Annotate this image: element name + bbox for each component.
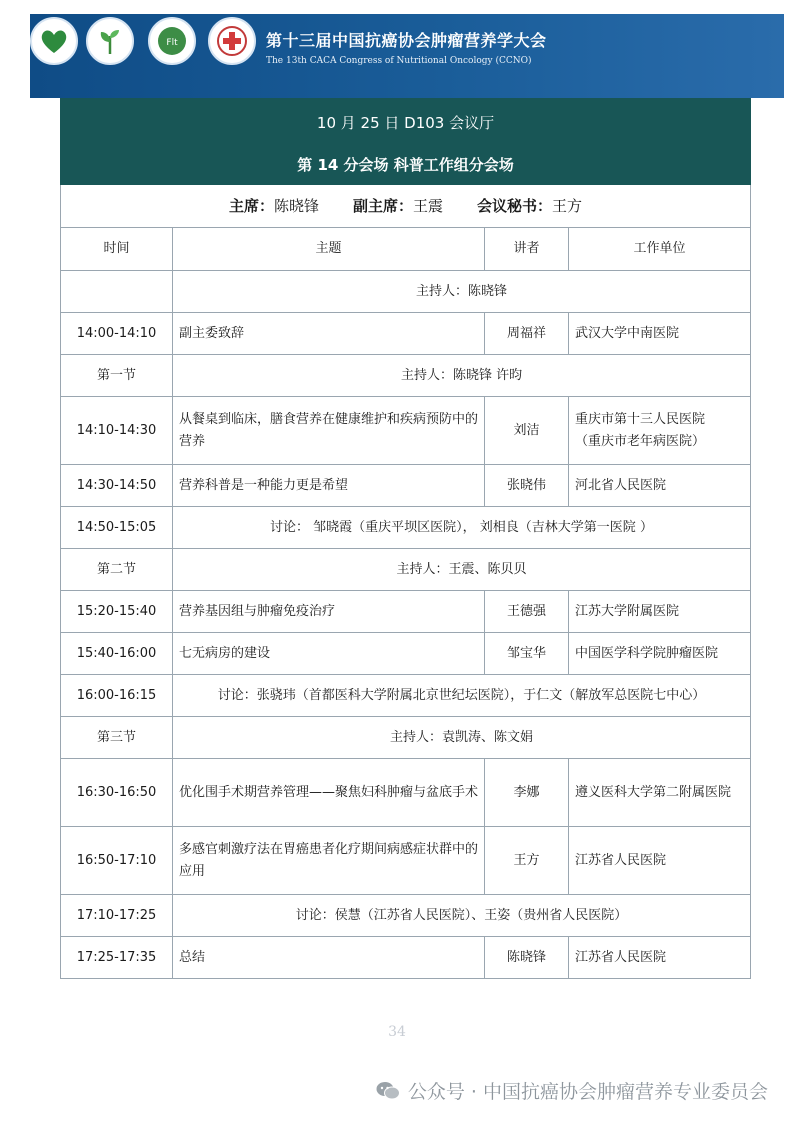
chairs-row <box>61 185 751 228</box>
heart-logo-icon <box>30 17 78 65</box>
speaker-cell: 陈晓锋 <box>485 937 569 979</box>
org-name-secondary: （重庆市老年病医院） <box>575 433 706 449</box>
speaker-cell: 周福祥 <box>485 313 569 355</box>
org-cell <box>569 591 751 633</box>
conference-subtitle: The 13th CACA Congress of Nutritional Oncology (CCNO) <box>266 56 532 66</box>
moderator-row <box>61 549 751 591</box>
time-cell: 16:30-16:50 <box>61 759 173 827</box>
discussion-text: 讨论： 邹晓霞（重庆平坝区医院）， 刘相良（吉林大学第一医院 ） <box>173 507 751 549</box>
column-header-org: 工作单位 <box>569 228 751 271</box>
topic-cell: 多感官刺激疗法在胃癌患者化疗期间病感症状群中的应用 <box>173 827 485 895</box>
cross-logo-icon <box>208 17 256 65</box>
section-label: 第三节 <box>61 717 173 759</box>
topic-cell: 七无病房的建设 <box>173 633 485 675</box>
table-row <box>61 313 751 355</box>
org-name: 江苏大学附属医院 <box>575 603 680 619</box>
flt-logo-icon <box>148 17 196 65</box>
org-cell <box>569 397 751 465</box>
column-header-time: 时间 <box>61 228 173 271</box>
time-cell: 14:30-14:50 <box>61 465 173 507</box>
topic-cell: 营养基因组与肿瘤免疫治疗 <box>173 591 485 633</box>
time-cell: 14:10-14:30 <box>61 397 173 465</box>
speaker-cell: 张晓伟 <box>485 465 569 507</box>
wechat-icon <box>376 1081 400 1101</box>
org-cell <box>569 827 751 895</box>
session-title-row <box>61 146 751 185</box>
session-title: 第 14 分会场 科普工作组分会场 <box>61 146 751 185</box>
discussion-row <box>61 895 751 937</box>
time-cell: 16:50-17:10 <box>61 827 173 895</box>
speaker-cell: 李娜 <box>485 759 569 827</box>
moderator-row <box>61 271 751 313</box>
flt-logo-text: Flt <box>166 38 178 48</box>
topic-cell: 副主委致辞 <box>173 313 485 355</box>
moderator-text: 主持人：陈晓锋 <box>173 271 751 313</box>
org-cell <box>569 759 751 827</box>
table-row <box>61 633 751 675</box>
conference-title: 第十三届中国抗癌协会肿瘤营养学大会 <box>266 31 547 50</box>
moderator-text: 主持人：王震、陈贝贝 <box>173 549 751 591</box>
section-label <box>61 271 173 313</box>
discussion-row <box>61 507 751 549</box>
chair-name: 陈晓锋 <box>273 197 319 215</box>
discussion-text: 讨论：张骁玮（首都医科大学附属北京世纪坛医院），于仁文（解放军总医院七中心） <box>173 675 751 717</box>
speaker-cell: 王德强 <box>485 591 569 633</box>
section-label: 第一节 <box>61 355 173 397</box>
plant-logo-icon <box>86 17 134 65</box>
org-cell <box>569 633 751 675</box>
watermark-text: 公众号 · 中国抗癌协会肿瘤营养专业委员会 <box>407 1081 768 1103</box>
speaker-cell: 邹宝华 <box>485 633 569 675</box>
table-row <box>61 591 751 633</box>
org-name: 江苏省人民医院 <box>575 949 667 965</box>
watermark <box>376 1077 768 1104</box>
topic-cell: 总结 <box>173 937 485 979</box>
table-row <box>61 759 751 827</box>
table-row <box>61 465 751 507</box>
org-cell <box>569 313 751 355</box>
org-name: 遵义医科大学第二附属医院 <box>575 784 732 800</box>
chair-label: 主席： <box>228 197 274 215</box>
conference-banner <box>30 14 784 98</box>
chairs-cell <box>61 185 751 228</box>
table-row <box>61 937 751 979</box>
date-room-row <box>61 99 751 147</box>
section-label: 第二节 <box>61 549 173 591</box>
topic-cell: 营养科普是一种能力更是希望 <box>173 465 485 507</box>
org-cell <box>569 937 751 979</box>
time-cell: 17:10-17:25 <box>61 895 173 937</box>
org-name: 武汉大学中南医院 <box>575 325 680 341</box>
org-name: 中国医学科学院肿瘤医院 <box>575 645 719 661</box>
column-header-row <box>61 228 751 271</box>
time-cell: 16:00-16:15 <box>61 675 173 717</box>
time-cell: 14:50-15:05 <box>61 507 173 549</box>
speaker-cell: 王方 <box>485 827 569 895</box>
moderator-row <box>61 355 751 397</box>
time-cell: 14:00-14:10 <box>61 313 173 355</box>
secretary-label: 会议秘书： <box>477 197 553 215</box>
secretary-name: 王方 <box>552 197 583 215</box>
org-name: 江苏省人民医院 <box>575 852 667 868</box>
moderator-text: 主持人：陈晓锋 许昀 <box>173 355 751 397</box>
topic-cell: 从餐桌到临床，膳食营养在健康维护和疾病预防中的营养 <box>173 397 485 465</box>
column-header-topic: 主题 <box>173 228 485 271</box>
moderator-text: 主持人：袁凯涛、陈文娟 <box>173 717 751 759</box>
date-room: 10 月 25 日 D103 会议厅 <box>61 99 751 147</box>
time-cell: 15:40-16:00 <box>61 633 173 675</box>
table-row <box>61 827 751 895</box>
discussion-text: 讨论：侯慧（江苏省人民医院）、王姿（贵州省人民医院） <box>173 895 751 937</box>
org-name: 河北省人民医院 <box>575 477 667 493</box>
time-cell: 15:20-15:40 <box>61 591 173 633</box>
time-cell: 17:25-17:35 <box>61 937 173 979</box>
column-header-speaker: 讲者 <box>485 228 569 271</box>
table-row <box>61 397 751 465</box>
discussion-row <box>61 675 751 717</box>
schedule-table <box>60 98 751 979</box>
vice-chair-label: 副主席： <box>352 197 413 215</box>
org-name: 重庆市第十三人民医院 <box>575 411 706 427</box>
topic-cell: 优化围手术期营养管理——聚焦妇科肿瘤与盆底手术 <box>173 759 485 827</box>
speaker-cell: 刘洁 <box>485 397 569 465</box>
moderator-row <box>61 717 751 759</box>
page-number: 34 <box>388 1024 406 1040</box>
org-cell <box>569 465 751 507</box>
vice-chair-name: 王震 <box>413 197 444 215</box>
